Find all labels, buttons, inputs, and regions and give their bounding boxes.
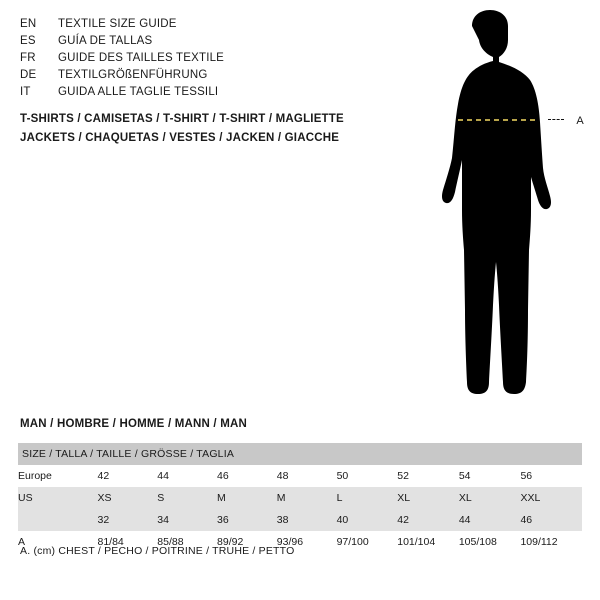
cell-value: 46	[520, 514, 533, 526]
cell-value: M	[276, 492, 286, 504]
cell-value: 89/92	[217, 536, 244, 548]
cell-value: XXL	[520, 492, 541, 504]
cell-value: 38	[276, 514, 289, 526]
language-title: TEXTILGRÖßENFÜHRUNG	[58, 69, 208, 81]
footnote-chest-measure: A. (cm) CHEST / PECHO / POITRINE / TRUHE / PETTO	[20, 545, 295, 557]
cell-value: 105/108	[458, 536, 497, 548]
cell-value: XL	[458, 492, 472, 504]
category-jackets: JACKETS / CHAQUETAS / VESTES / JACKEN / GIACCHE	[20, 132, 340, 144]
garment-categories	[20, 110, 420, 148]
category-tshirts: T-SHIRTS / CAMISETAS / T-SHIRT / T-SHIRT / MAGLIETTE	[20, 113, 344, 125]
leader-line-icon	[548, 119, 564, 120]
marker-label-a: A	[576, 115, 584, 127]
cell-value: 42	[97, 470, 110, 482]
cell-value: 93/96	[276, 536, 304, 548]
cell-value: 85/88	[157, 536, 184, 548]
language-header	[20, 16, 400, 101]
cell-value: 36	[217, 514, 229, 526]
language-title: TEXTILE SIZE GUIDE	[58, 18, 177, 30]
language-row	[20, 50, 400, 67]
language-title: GUIDA ALLE TAGLIE TESSILI	[58, 86, 219, 98]
language-code: IT	[20, 86, 31, 98]
size-table	[18, 443, 582, 553]
cell-value: S	[157, 492, 165, 504]
language-row	[20, 84, 400, 101]
cell-value: 44	[157, 470, 169, 482]
cell-value: 109/112	[520, 536, 558, 548]
cell-value: 44	[458, 514, 471, 526]
table-header-row	[18, 443, 582, 465]
cell-value: M	[217, 492, 226, 504]
cell-value: 32	[97, 514, 110, 526]
male-torso-silhouette-icon	[400, 10, 590, 400]
cell-value: L	[336, 492, 343, 504]
cell-value: 42	[397, 514, 409, 526]
table-header-label: SIZE / TALLA / TAILLE / GRÖSSE / TAGLIA	[22, 448, 235, 460]
language-code: ES	[20, 35, 36, 47]
cell-value: 56	[520, 470, 533, 482]
language-code: DE	[20, 69, 37, 81]
language-row	[20, 67, 400, 84]
cell-value: 50	[336, 470, 349, 482]
cell-value: XL	[397, 492, 411, 504]
cell-value: 46	[217, 470, 229, 482]
table-row	[18, 465, 582, 487]
cell-value: 40	[336, 514, 349, 526]
language-title: GUÍA DE TALLAS	[58, 35, 153, 47]
language-row	[20, 16, 400, 33]
table-group-label: MAN / HOMBRE / HOMME / MANN / MAN	[20, 418, 248, 430]
cell-value: 97/100	[336, 536, 369, 548]
cell-value: 101/104	[397, 536, 436, 548]
cell-value: 48	[276, 470, 289, 482]
language-code: EN	[20, 18, 37, 30]
cell-value: 34	[157, 514, 169, 526]
cell-value: XS	[97, 492, 112, 504]
language-row	[20, 33, 400, 50]
row-label: A	[18, 536, 26, 548]
language-code: FR	[20, 52, 36, 64]
table-row	[18, 509, 582, 531]
cell-value: 52	[397, 470, 409, 482]
row-label	[18, 509, 98, 531]
table-row	[18, 487, 582, 509]
cell-value: 54	[458, 470, 471, 482]
language-title: GUIDE DES TAILLES TEXTILE	[58, 52, 225, 64]
figure-illustration	[400, 10, 590, 400]
cell-value: 81/84	[97, 536, 124, 548]
row-label: US	[18, 492, 33, 504]
row-label: Europe	[18, 470, 52, 482]
